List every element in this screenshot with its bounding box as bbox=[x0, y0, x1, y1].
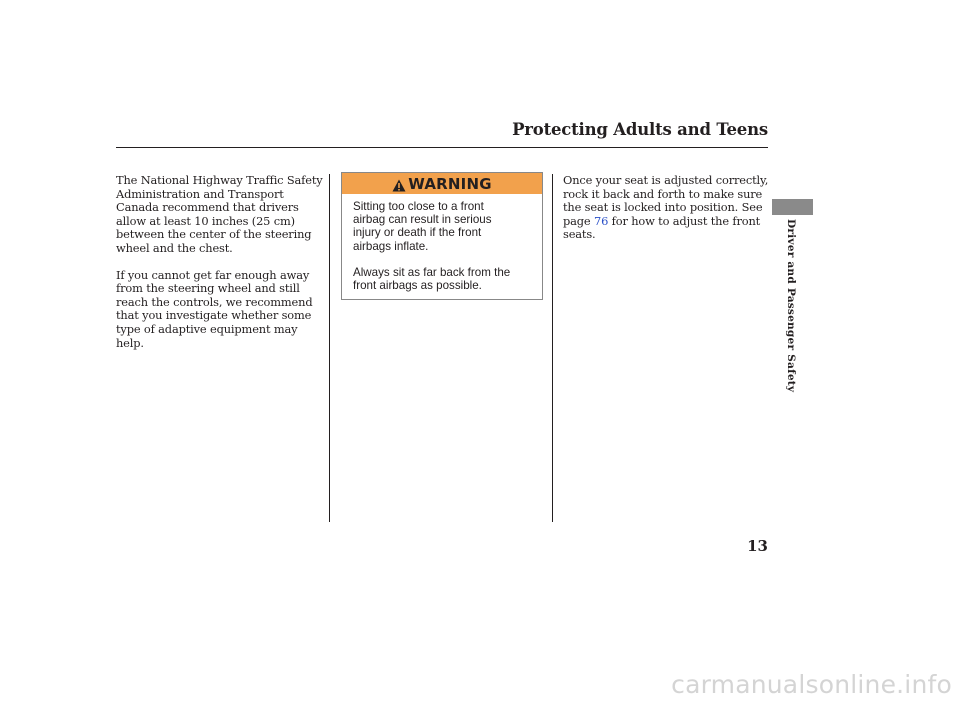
watermark: carmanualsonline.info bbox=[671, 670, 952, 699]
section-tab bbox=[772, 199, 813, 215]
section-label bbox=[785, 219, 797, 393]
page-link[interactable]: 76 bbox=[594, 213, 609, 228]
warning-header bbox=[342, 173, 542, 194]
title-divider bbox=[116, 147, 768, 148]
paragraph: The National Highway Traffic Safety Administration and Transport Canada recommend that drivers allow at least 10 inches (25 cm) between the center of the steering wheel and the chest. bbox=[116, 173, 323, 255]
warning-label: WARNING bbox=[408, 174, 492, 193]
left-column bbox=[116, 174, 326, 363]
page-title: Protecting Adults and Teens bbox=[512, 120, 768, 139]
column-divider-left bbox=[329, 174, 330, 522]
paragraph-text: for how to adjust the front seats. bbox=[563, 213, 761, 242]
section-label-text: Driver and Passenger Safety bbox=[785, 219, 797, 393]
warning-triangle-icon bbox=[392, 177, 406, 190]
warning-text: Sitting too close to a front airbag can result in serious injury or death if the front airbags inflate. bbox=[353, 200, 492, 253]
warning-box bbox=[341, 172, 543, 300]
paragraph-text: Once your seat is adjusted correctly, rock it back and forth to make sure the seat is locked into position. See page bbox=[563, 173, 769, 228]
paragraph: If you cannot get far enough away from the steering wheel and still reach the controls, we recommend that you investigate whether some type of adaptive equipment may help. bbox=[116, 267, 313, 350]
warning-text: Always sit as far back from the front airbags as possible. bbox=[353, 265, 511, 293]
warning-body bbox=[342, 194, 542, 292]
page-number: 13 bbox=[747, 537, 768, 555]
column-divider-right bbox=[552, 174, 553, 522]
right-column bbox=[563, 174, 773, 255]
paragraph bbox=[563, 174, 773, 242]
